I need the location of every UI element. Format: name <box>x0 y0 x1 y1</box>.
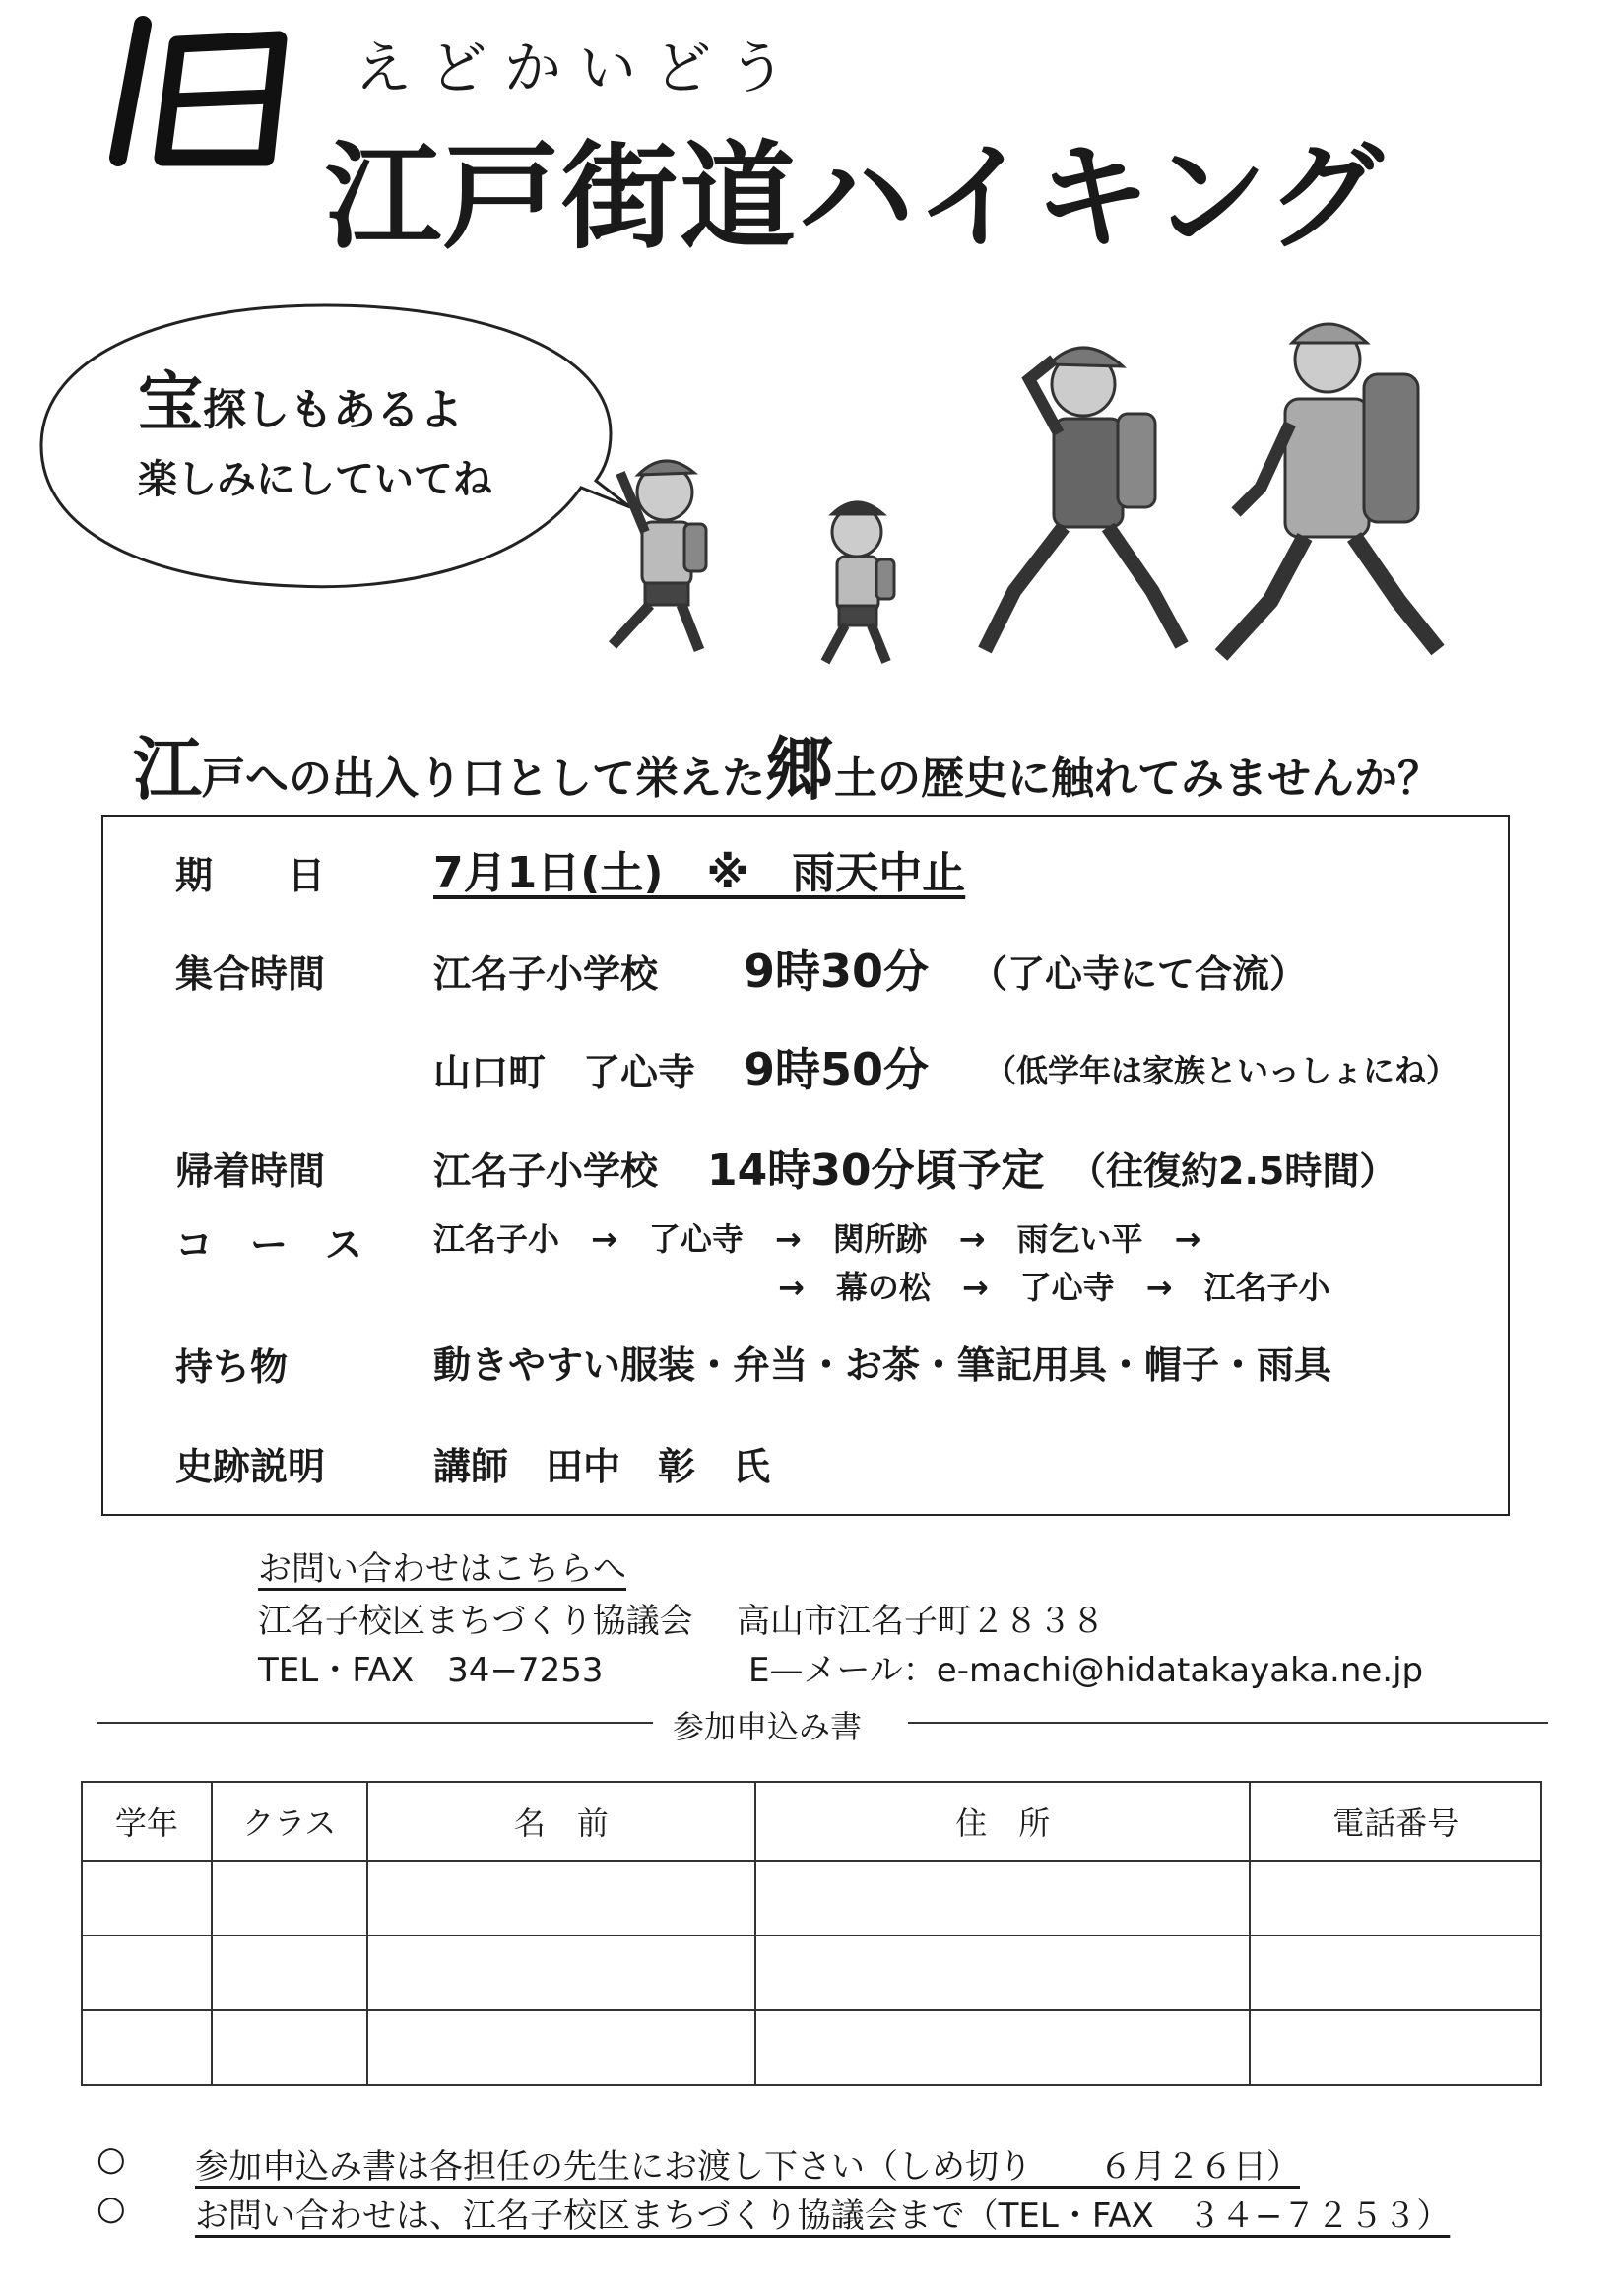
bubble-text-line1 <box>138 350 463 443</box>
table-header-row <box>82 1782 1541 1861</box>
bubble-text-line2: 楽しみにしていてね <box>138 457 492 502</box>
date-label: 期 日 <box>175 854 326 897</box>
class-cell[interactable] <box>212 1861 367 1935</box>
table-row <box>82 1935 1541 2010</box>
gather-label: 集合時間 <box>175 952 326 996</box>
gather2-note: （低学年は家族といっしょにね） <box>985 1052 1459 1089</box>
col-header-grade: 学年 <box>82 1782 212 1861</box>
contact-org: 江名子校区まちづくり協議会 <box>258 1602 693 1641</box>
grade-cell[interactable] <box>82 1935 212 2010</box>
phone-cell[interactable] <box>1250 2010 1541 2085</box>
items-value: 動きやすい服装・弁当・お茶・筆記用具・帽子・雨具 <box>433 1344 1332 1387</box>
contact-heading: お問い合わせはこちらへ <box>258 1549 626 1589</box>
gather1-place: 江名子小学校 <box>433 952 659 996</box>
title-ruby: えどかいどう <box>355 34 805 101</box>
grade-cell[interactable] <box>82 2010 212 2085</box>
bubble-text-rest: 探しもあるよ <box>203 385 463 435</box>
contact-tel: TEL・FAX 34−7253 <box>258 1651 604 1690</box>
course-line1: 江名子小 → 了心寺 → 関所跡 → 雨乞い平 → <box>433 1220 1201 1258</box>
guide-value: 講師 田中 彰 氏 <box>433 1445 771 1488</box>
class-cell[interactable] <box>212 2010 367 2085</box>
tagline <box>133 714 1441 814</box>
name-cell[interactable] <box>367 1935 755 2010</box>
divider-right <box>908 1722 1548 1724</box>
note-text-1: 参加申込み書は各担任の先生にお渡し下さい（しめ切り ６月２６日） <box>195 2147 1300 2187</box>
form-title: 参加申込み書 <box>673 1708 863 1745</box>
return-note: （往復約2.5時間） <box>1069 1149 1397 1193</box>
address-cell[interactable] <box>755 1935 1250 2010</box>
tagline-part-1: 戸への出入り口として栄えた <box>202 754 765 804</box>
contact-address: 高山市江名子町２８３８ <box>737 1602 1105 1641</box>
application-form-table <box>81 1781 1542 2086</box>
note-bullet-1: ○ <box>97 2139 126 2179</box>
bubble-highlight-char: 宝 <box>138 364 203 440</box>
tagline-part-2: 土の歴史に触れてみませんか？ <box>834 754 1441 804</box>
contact-email: E—メール：e-machi@hidatakayaka.ne.jp <box>748 1651 1424 1690</box>
phone-cell[interactable] <box>1250 1861 1541 1935</box>
course-line2: → 幕の松 → 了心寺 → 江名子小 <box>778 1269 1330 1306</box>
name-cell[interactable] <box>367 1861 755 1935</box>
tagline-highlight-1: 江 <box>133 729 202 810</box>
address-cell[interactable] <box>755 1861 1250 1935</box>
class-cell[interactable] <box>212 1935 367 2010</box>
grade-cell[interactable] <box>82 1861 212 1935</box>
name-cell[interactable] <box>367 2010 755 2085</box>
phone-cell[interactable] <box>1250 1935 1541 2010</box>
divider-left <box>97 1722 653 1724</box>
table-row <box>82 2010 1541 2085</box>
col-header-class: クラス <box>212 1782 367 1861</box>
col-header-address: 住 所 <box>755 1782 1250 1861</box>
table-row <box>82 1861 1541 1935</box>
items-label: 持ち物 <box>175 1345 289 1389</box>
guide-label: 史跡説明 <box>175 1445 326 1488</box>
return-time: 14時30分頃予定 <box>707 1146 1045 1196</box>
gather1-note: （了心寺にて合流） <box>970 952 1308 996</box>
col-header-phone: 電話番号 <box>1250 1782 1541 1861</box>
hikers-illustration <box>591 305 1576 680</box>
gather1-time: 9時30分 <box>744 945 930 998</box>
gather2-place: 山口町 了心寺 <box>433 1051 696 1094</box>
date-value: 7月1日(土) ※ 雨天中止 <box>433 848 966 898</box>
page-title: 江戸街道ハイキング <box>325 129 1386 265</box>
return-place: 江名子小学校 <box>433 1149 659 1193</box>
note-text-2: お問い合わせは、江名子校区まちづくり協議会まで（TEL・FAX ３４−７２５３） <box>195 2197 1451 2236</box>
note-bullet-2: ○ <box>97 2189 126 2228</box>
kyu-character-graphic <box>103 10 300 177</box>
course-label: コ ー ス <box>175 1223 363 1267</box>
col-header-name: 名 前 <box>367 1782 755 1861</box>
gather2-time: 9時50分 <box>744 1043 930 1096</box>
return-label: 帰着時間 <box>175 1149 326 1193</box>
tagline-highlight-2: 郷 <box>765 729 834 810</box>
address-cell[interactable] <box>755 2010 1250 2085</box>
